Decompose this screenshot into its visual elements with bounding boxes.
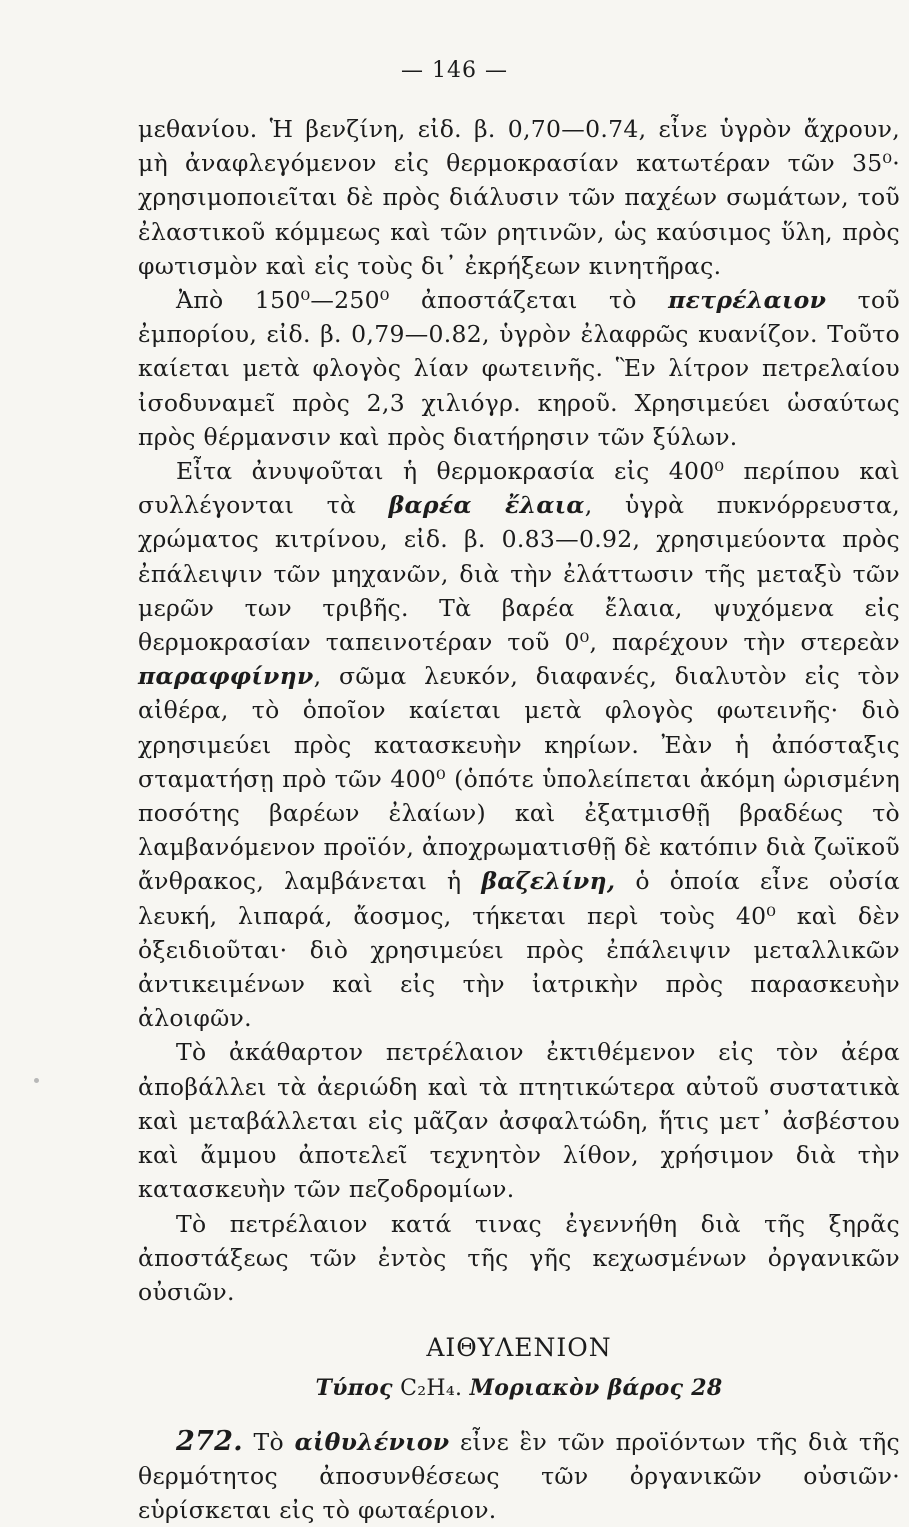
text-run: Εἶτα ἀνυψοῦται ἡ θερμοκρασία εἰς 400⁰ περίπου καὶ συλλέγονται τὰ xyxy=(138,457,900,520)
section-number: 272. xyxy=(176,1425,243,1457)
paragraph-origin: Τὸ πετρέλαιον κατά τινας ἐγεννήθη διὰ τῆς ξηρᾶς ἀποστάξεως τῶν ἐντὸς τῆς γῆς κεχωσμένων ὀργανικῶν οὐσιῶν. xyxy=(138,1209,900,1306)
text-run: , σῶμα λευκόν, διαφανές, διαλυτὸν εἰς τὸν αἰθέρα, τὸ ὁποῖον καίεται μετὰ φλογὸς φωτεινῆς· διὸ χρησιμεύει πρὸς κατασκευὴν κηρίων. Ἐὰν ἡ ἀπόσταξις σταματήσῃ πρὸ τῶν 400⁰ (ὁπότε ὑπολείπεται ἀκόμη ὡρισμένη ποσότης βαρέων ἐλαίων) καὶ ἐξατμισθῇ βραδέως τὸ λαμβανόμενον προϊόν, ἀποχρωματισθῇ δὲ κατόπιν διὰ ζωϊκοῦ ἄνθρακος, λαμβάνεται ἡ xyxy=(138,662,900,896)
text-run: Ἀπὸ 150⁰—250⁰ ἀποστάζεται τὸ xyxy=(176,286,669,315)
paragraph-asphalt: Τὸ ἀκάθαρτον πετρέλαιον ἐκτιθέμενον εἰς τὸν ἀέρα ἀποβάλλει τὰ ἀεριώδη καὶ τὰ πτητικώτερα αὐτοῦ συστατικὰ καὶ μεταβάλλεται εἰς μᾶζαν ἀσφαλτώδη, ἥτις μετ᾽ ἀσβέστου καὶ ἄμμου ἀποτελεῖ τεχνητὸν λίθον, χρήσιμον διὰ τὴν κατασκευὴν τῶν πεζοδρομίων. xyxy=(138,1038,900,1204)
paragraph-ethylene xyxy=(138,1425,900,1527)
text-run: Τὸ xyxy=(242,1427,295,1456)
page-number: — 146 — xyxy=(401,58,508,83)
term-heavy-oils: βαρέα ἔλαια xyxy=(388,491,585,520)
text-run: εἶνε ἓν τῶν προϊόντων τῆς διὰ τῆς θερμότητος ἀποσυνθέσεως τῶν ὀργανικῶν οὐσιῶν· εὑρίσκεται εἰς τὸ φωταέριον. xyxy=(138,1427,901,1524)
paragraph-methane-benzine: μεθανίου. Ἡ βενζίνη, εἰδ. β. 0,70—0.74, εἶνε ὑγρὸν ἄχρουν, μὴ ἀναφλεγόμενον εἰς θερμοκρασίαν κατωτέραν τῶν 35⁰· χρησιμοποιεῖται δὲ πρὸς διάλυσιν τῶν παχέων σωμάτων, τοῦ ἐλαστικοῦ κόμμεως καὶ τῶν ρητινῶν, ὡς καύσιμος ὕλη, πρὸς φωτισμὸν καὶ εἰς τοὺς δι᾽ ἐκρήξεων κινητῆρας. xyxy=(138,115,900,280)
term-vaseline: βαζελίνη, xyxy=(481,867,616,896)
term-ethylene: αἰθυλένιον xyxy=(294,1427,450,1456)
text-run: , ὑγρὰ πυκνόρρευστα, χρώματος κιτρίνου, εἰδ. β. 0.83—0.92, χρησιμεύοντα πρὸς ἐπάλειψιν τῶν μηχανῶν, διὰ τὴν ἐλάττωσιν τῆς μεταξὺ τῶν μερῶν των τριβῆς. Τὰ βαρέα ἔλαια, ψυχόμενα εἰς θερμοκρασίαν ταπεινοτέραν τοῦ 0⁰, παρέχουν τὴν στερεὰν xyxy=(138,491,900,657)
paragraph-petroleum xyxy=(138,283,900,454)
body-text xyxy=(138,112,900,1527)
term-petroleum: πετρέλαιον xyxy=(668,286,827,315)
section-heading: ΑΙΘΥΛΕΝΙΟΝ xyxy=(426,1333,612,1363)
text-run: τοῦ ἐμπορίου, εἰδ. β. 0,79—0.82, ὑγρὸν ἐλαφρῶς κυανίζον. Τοῦτο καίεται μετὰ φλογὸς λίαν φωτεινῆς. Ἓν λίτρον πετρελαίου ἰσοδυναμεῖ πρὸς 2,3 χιλιόγρ. κηροῦ. Χρησιμεύει ὡσαύτως πρὸς θέρμανσιν καὶ πρὸς διατήρησιν τῶν ξύλων. xyxy=(138,286,900,451)
formula-line xyxy=(138,1371,900,1406)
chemical-formula: C₂H₄. xyxy=(392,1376,470,1402)
term-paraffin: παραφφίνην xyxy=(138,662,314,691)
formula-type-label: Τύπος xyxy=(315,1375,393,1402)
molecular-weight: Μοριακὸν βάρος 28 xyxy=(469,1375,723,1402)
text-run: ὁ ὁποία εἶνε οὐσία λευκή, λιπαρά, ἄοσμος, τήκεται περὶ τοὺς 40⁰ καὶ δὲν ὀξειδιοῦται· διὸ χρησιμεύει πρὸς ἐπάλειψιν μεταλλικῶν ἀντικειμένων καὶ εἰς τὴν ἰατρικὴν πρὸς παρασκευὴν ἀλοιφῶν. xyxy=(138,867,900,1033)
paper-speck xyxy=(34,1078,39,1083)
paragraph-heavy-oils xyxy=(138,454,900,1035)
